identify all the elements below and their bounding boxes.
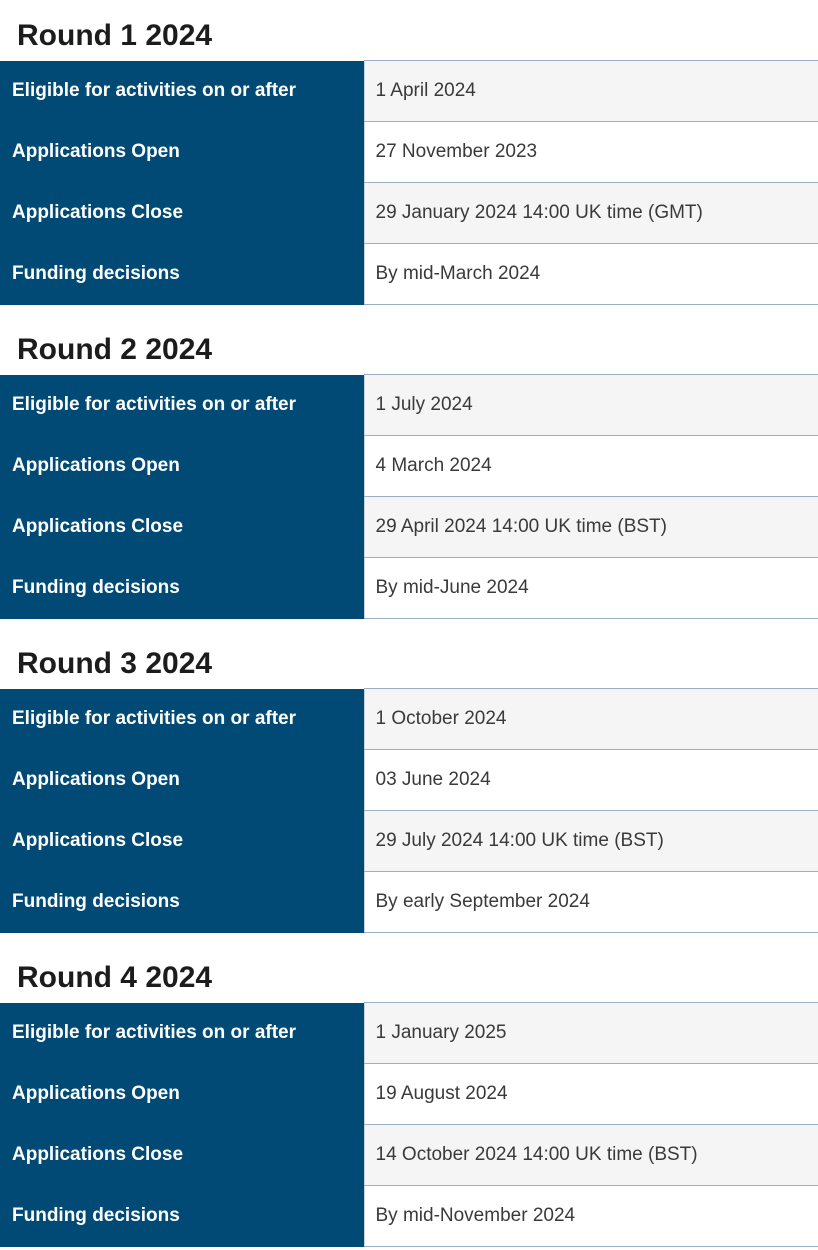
row-value-funding-decisions: By early September 2024: [364, 872, 818, 933]
row-value-applications-close: 29 April 2024 14:00 UK time (BST): [364, 497, 818, 558]
row-value-eligible: 1 January 2025: [364, 1003, 818, 1064]
row-label-applications-open: Applications Open: [0, 122, 364, 183]
table-row: [0, 436, 818, 497]
round-1-title: Round 1 2024: [17, 19, 213, 52]
row-label-applications-close: Applications Close: [0, 1125, 364, 1186]
table-row: [0, 1125, 818, 1186]
row-label-applications-open: Applications Open: [0, 1064, 364, 1125]
row-label-eligible: Eligible for activities on or after: [0, 1003, 364, 1064]
row-value-applications-open: 03 June 2024: [364, 750, 818, 811]
table-row: [0, 1003, 818, 1064]
table-row: [0, 497, 818, 558]
row-value-funding-decisions: By mid-November 2024: [364, 1186, 818, 1247]
row-value-eligible: 1 October 2024: [364, 689, 818, 750]
row-label-funding-decisions: Funding decisions: [0, 872, 364, 933]
round-4-schedule-table: [0, 1002, 818, 1247]
row-value-applications-open: 4 March 2024: [364, 436, 818, 497]
round-1-schedule-table: [0, 60, 818, 305]
row-value-funding-decisions: By mid-June 2024: [364, 558, 818, 619]
row-label-funding-decisions: Funding decisions: [0, 558, 364, 619]
row-value-applications-open: 19 August 2024: [364, 1064, 818, 1125]
row-label-applications-close: Applications Close: [0, 811, 364, 872]
table-row: [0, 1064, 818, 1125]
row-label-eligible: Eligible for activities on or after: [0, 61, 364, 122]
row-value-funding-decisions: By mid-March 2024: [364, 244, 818, 305]
row-label-applications-open: Applications Open: [0, 750, 364, 811]
round-2-section: [0, 316, 818, 619]
round-2-schedule-table: [0, 374, 818, 619]
table-row: [0, 872, 818, 933]
row-value-eligible: 1 July 2024: [364, 375, 818, 436]
table-row: [0, 61, 818, 122]
round-4-title: Round 4 2024: [17, 961, 213, 994]
row-label-eligible: Eligible for activities on or after: [0, 689, 364, 750]
table-row: [0, 375, 818, 436]
row-value-applications-close: 14 October 2024 14:00 UK time (BST): [364, 1125, 818, 1186]
table-row: [0, 244, 818, 305]
round-1-section: [0, 2, 818, 305]
row-value-applications-open: 27 November 2023: [364, 122, 818, 183]
round-4-section: [0, 944, 818, 1247]
table-row: [0, 750, 818, 811]
row-label-funding-decisions: Funding decisions: [0, 244, 364, 305]
row-label-applications-close: Applications Close: [0, 497, 364, 558]
row-label-applications-close: Applications Close: [0, 183, 364, 244]
table-row: [0, 689, 818, 750]
row-value-applications-close: 29 January 2024 14:00 UK time (GMT): [364, 183, 818, 244]
row-value-eligible: 1 April 2024: [364, 61, 818, 122]
table-row: [0, 183, 818, 244]
row-label-funding-decisions: Funding decisions: [0, 1186, 364, 1247]
row-value-applications-close: 29 July 2024 14:00 UK time (BST): [364, 811, 818, 872]
table-row: [0, 811, 818, 872]
table-row: [0, 122, 818, 183]
table-row: [0, 1186, 818, 1247]
round-2-title: Round 2 2024: [17, 333, 213, 366]
round-3-title: Round 3 2024: [17, 647, 213, 680]
row-label-eligible: Eligible for activities on or after: [0, 375, 364, 436]
table-row: [0, 558, 818, 619]
round-3-schedule-table: [0, 688, 818, 933]
row-label-applications-open: Applications Open: [0, 436, 364, 497]
round-3-section: [0, 630, 818, 933]
